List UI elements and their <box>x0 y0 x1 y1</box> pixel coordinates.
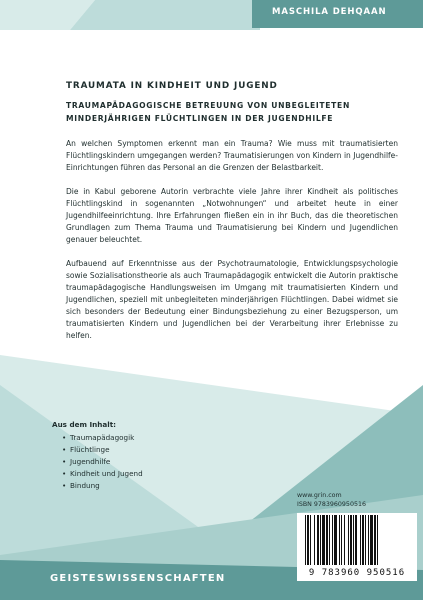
contents-item-label: Flüchtlinge <box>70 445 110 454</box>
contents-item-label: Jugendhilfe <box>70 457 111 466</box>
bullet-icon: • <box>62 433 67 442</box>
contents-heading: Aus dem Inhalt: <box>52 420 117 429</box>
blurb-paragraph: An welchen Symptomen erkennt man ein Trauma? Wie muss mit traumatisierten Flüchtlingskindern umgegangen werden? Traumatisierungen von Kindern in Jugendhilfe-Einrichtungen führen das Personal an die Grenzen der Belastbarkeit. <box>66 139 398 172</box>
barcode-bar <box>332 515 333 565</box>
contents-item-label: Kindheit und Jugend <box>70 469 143 478</box>
barcode-bar <box>322 515 325 565</box>
barcode-bar <box>341 515 342 565</box>
contents-item-label: Traumapädagogik <box>70 433 135 442</box>
bullet-icon: • <box>62 457 67 466</box>
book-title: TRAUMATA IN KINDHEIT UND JUGEND <box>66 81 278 91</box>
barcode-bar <box>353 515 354 565</box>
publisher-info <box>297 491 417 509</box>
barcode-bar <box>310 515 311 565</box>
barcode-bar <box>370 515 373 565</box>
contents-item <box>62 432 252 444</box>
blurb-text <box>66 138 398 354</box>
barcode-bars <box>297 513 417 568</box>
barcode-bar <box>320 515 321 565</box>
bullet-icon: • <box>62 469 67 478</box>
bullet-icon: • <box>62 481 67 490</box>
contents-item <box>62 468 252 480</box>
barcode-bar <box>344 515 345 565</box>
barcode-bar <box>317 515 319 565</box>
category-label: GEISTESWISSENSCHAFTEN <box>50 573 226 584</box>
blurb-paragraph: Aufbauend auf Erkenntnisse aus der Psychotraumatologie, Entwicklungspsychologie sowie Sozialisationstheorie als auch Traumapädagogik entwickelt die Autorin praktische traumapädagogische Handlungsweisen im Umgang mit traumatisierten Kindern und Jugendlichen, speziell mit unbegleiteten minderjährigen Flüchtlingen. Dabei widmet sie sich besonders der Bedeutung einer Bindungsbeziehung zu einer Bezugsperson, um traumatisierten Kindern und Jugendlichen bei der Verarbeitung ihrer Erlebnisse zu helfen. <box>66 259 398 340</box>
barcode-bar <box>365 515 366 565</box>
barcode-bar <box>377 515 378 565</box>
barcode-bar <box>368 515 369 565</box>
barcode-bar <box>339 515 340 565</box>
bullet-icon: • <box>62 445 67 454</box>
author-name: MASCHILA DEHQAAN <box>272 7 387 17</box>
contents-item-label: Bindung <box>70 481 100 490</box>
author-banner <box>252 0 423 28</box>
barcode-bar <box>329 515 330 565</box>
contents-item <box>62 456 252 468</box>
publisher-url: www.grin.com <box>297 492 342 499</box>
barcode-bar <box>307 515 309 565</box>
barcode <box>297 513 417 581</box>
barcode-bar <box>326 515 328 565</box>
barcode-bar <box>360 515 361 565</box>
barcode-bar <box>362 515 364 565</box>
barcode-bar <box>355 515 357 565</box>
blurb-paragraph: Die in Kabul geborene Autorin verbrachte viele Jahre ihrer Kindheit als politisches Flüchtlingskind in sogenannten „Notwohnungen“ und arbeitet heute in einer Jugendhilfeeinrichtung. Ihre Erfahrungen fließen ein in ihr Buch, das die theoretischen Grundlagen zum Thema Trauma und Traumatisierung bei Kindern und Jugendlichen genauer beleuchtet. <box>66 187 398 244</box>
barcode-bar <box>305 515 306 565</box>
barcode-bar <box>374 515 376 565</box>
barcode-digits: 9 783960 950516 <box>308 568 406 578</box>
contents-item <box>62 444 252 456</box>
contents-item <box>62 480 252 492</box>
isbn-text: ISBN 9783960950516 <box>297 501 366 508</box>
barcode-bar <box>314 515 315 565</box>
book-subtitle: TRAUMAPÄDAGOGISCHE BETREUUNG VON UNBEGLEITETEN MINDERJÄHRIGEN FLÜCHTLINGEN IN DER JUGENDHILFE <box>66 101 350 123</box>
barcode-bar <box>334 515 337 565</box>
barcode-bar <box>348 515 349 565</box>
barcode-bar <box>350 515 352 565</box>
contents-list <box>52 420 252 492</box>
